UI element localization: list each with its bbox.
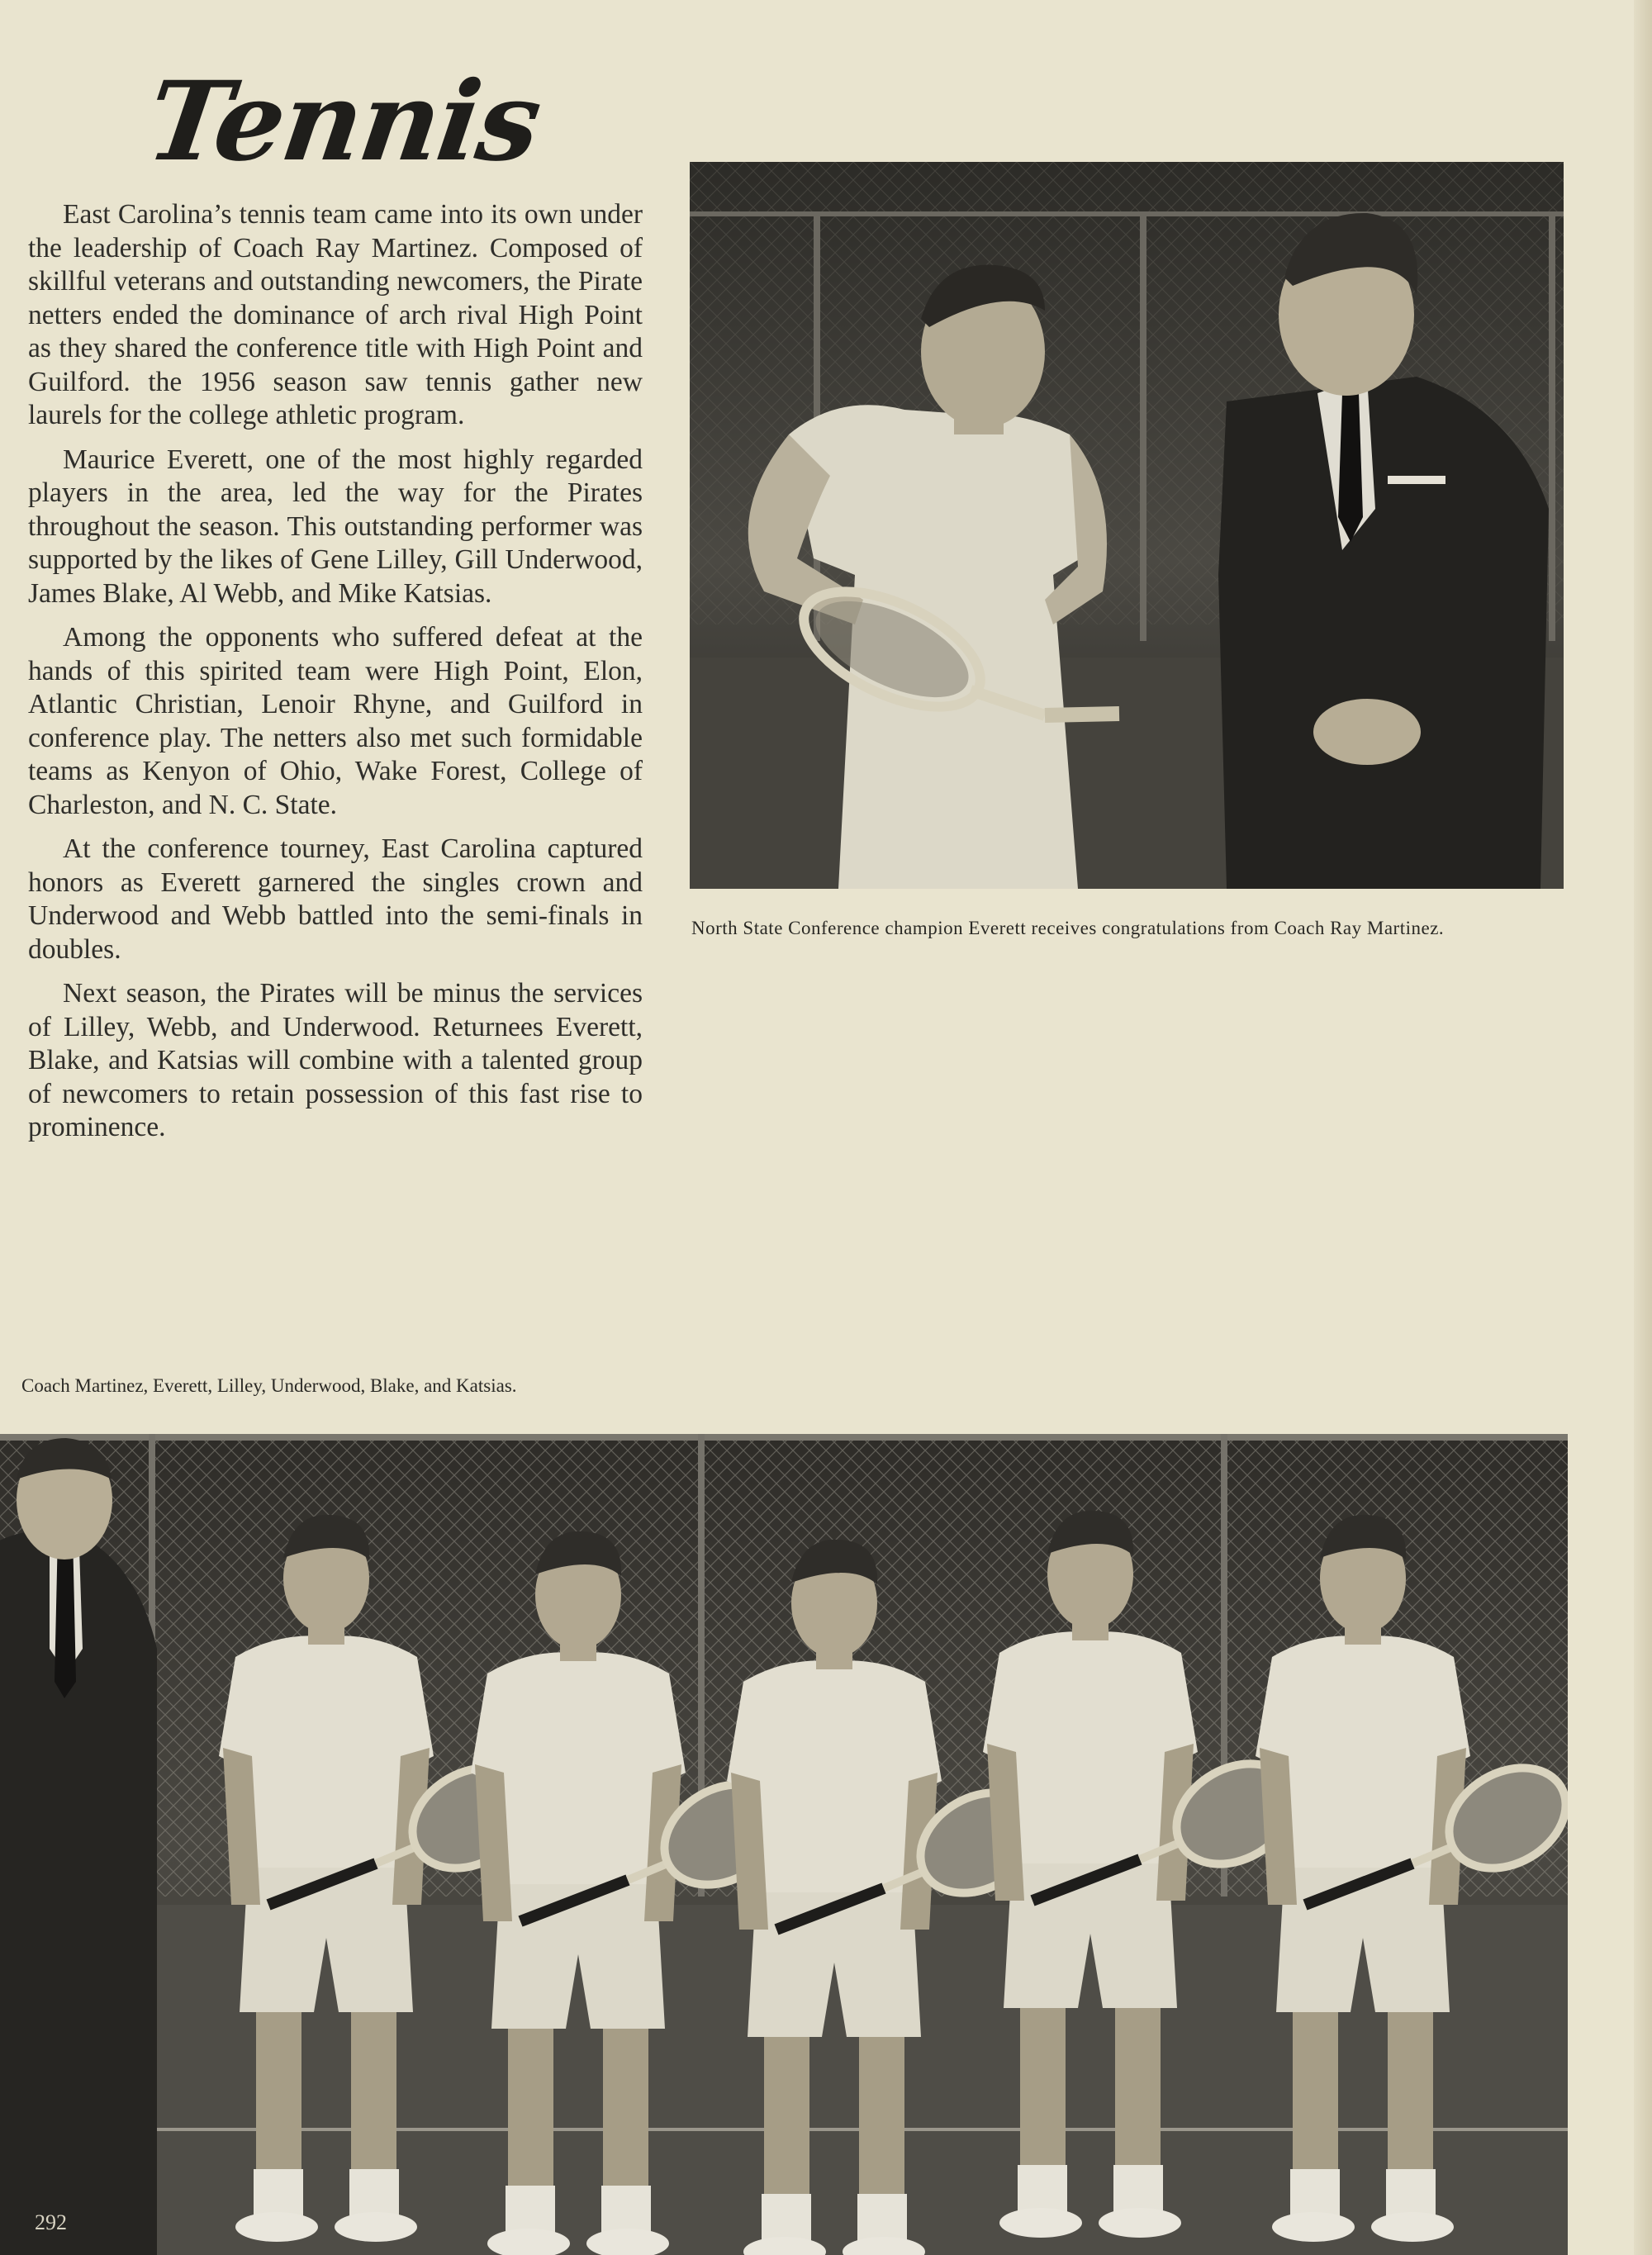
photo-everett-and-coach bbox=[690, 162, 1564, 889]
article-paragraph-2: Maurice Everett, one of the most highly regarded players in the area, led the way for the Pirates throughout the season. This outstanding performer was supported by the likes of Gene Lilley, Gill Underwood, James Blake, Al Webb, and Mike Katsias. bbox=[28, 444, 643, 609]
top-photo-caption: North State Conference champion Everett receives congratulations from Coach Ray Martinez. bbox=[691, 918, 1445, 938]
article-paragraph-3: Among the opponents who suffered defeat at the hands of this spirited team were High Point, Elon, Atlantic Christian, Lenoir Rhyne, and Guilford in conference play. The netters also met such formidable teams as Kenyon of Ohio, Wake Forest, College of Charleston, and N. C. State. bbox=[28, 622, 643, 820]
article-paragraph-1: East Carolina’s tennis team came into its own under the leadership of Coach Ray Martinez. Composed of skillful veterans and outstanding newcomers, the Pirate netters ended the dominance of arch rival High Point as they shared the conference title with High Point and Guilford. the 1956 season saw tennis gather new laurels for the college athletic program. bbox=[28, 199, 643, 430]
bottom-photo-caption: Coach Martinez, Everett, Lilley, Underwood, Blake, and Katsias. bbox=[21, 1375, 517, 1396]
page-number: 292 bbox=[35, 2210, 67, 2234]
article-paragraph-5: Next season, the Pirates will be minus the services of Lilley, Webb, and Underwood. Returnees Everett, Blake, and Katsias will combine with a talented group of newcomers to retain possession of this fast rise to prominence. bbox=[28, 978, 643, 1142]
photo-team-lineup bbox=[0, 1434, 1568, 2255]
page-edge bbox=[1634, 0, 1652, 2255]
page-title: Tennis bbox=[140, 58, 548, 186]
article-paragraph-4: At the conference tourney, East Carolina captured honors as Everett garnered the singles crown and Underwood and Webb battled into the semi-finals in doubles. bbox=[28, 833, 643, 965]
article-body bbox=[28, 198, 643, 1156]
